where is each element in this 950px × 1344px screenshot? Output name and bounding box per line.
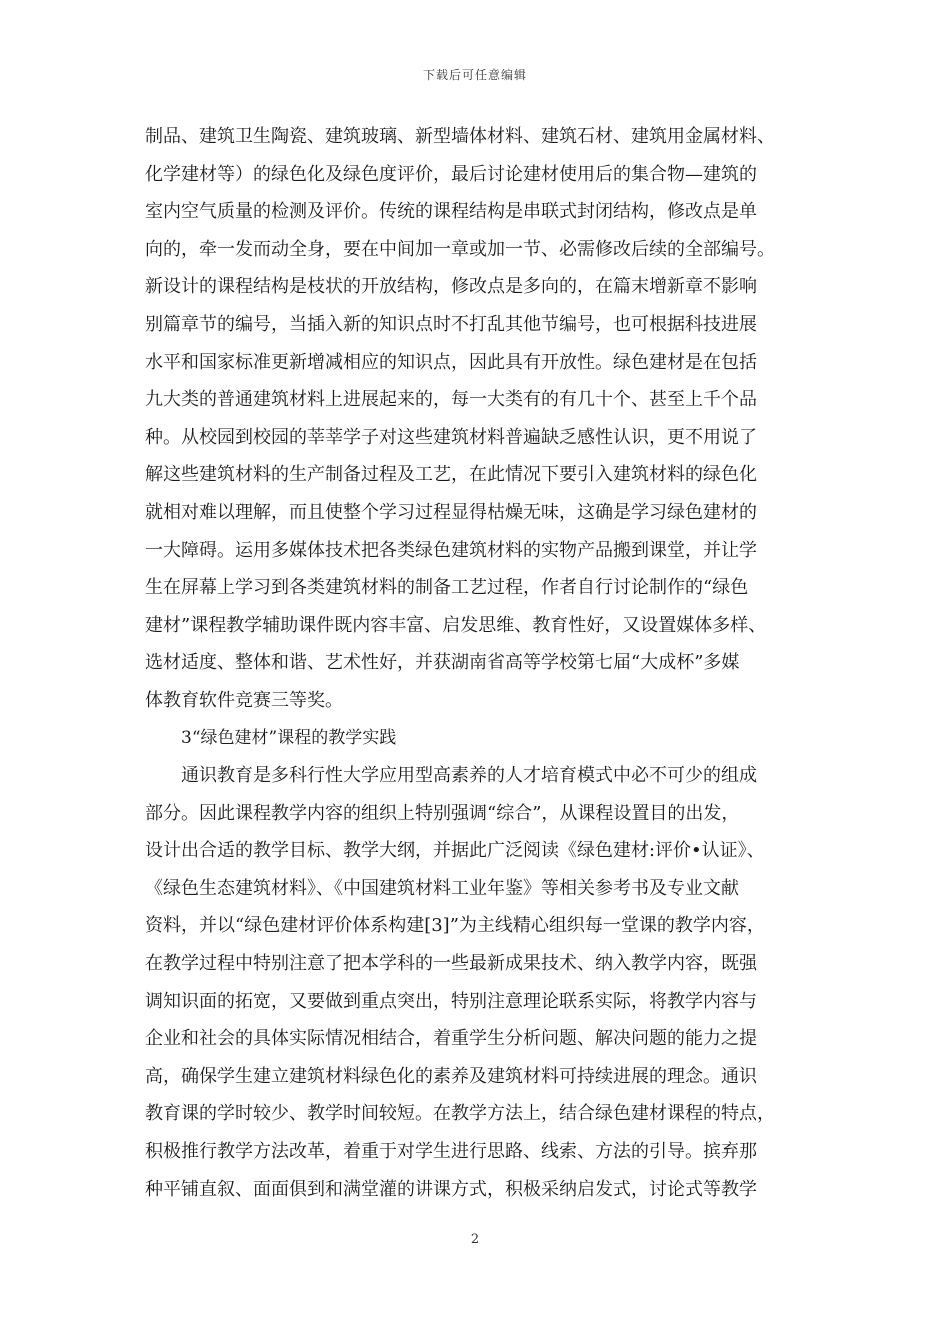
section-heading: 3“绿色建材”课程的教学实践 xyxy=(181,727,397,748)
text-line: 高，确保学生建立建筑材料绿色化的素养及建筑材料可持续进展的理念。通识 xyxy=(145,1065,757,1087)
page-number: 2 xyxy=(470,1232,480,1247)
text-line: 九大类的普通建筑材料上进展起来的，每一大类有的有几十个、甚至上千个品 xyxy=(145,389,757,411)
text-line: 一大障碍。运用多媒体技术把各类绿色建筑材料的实物产品搬到课堂，并让学 xyxy=(145,539,757,561)
text-line: 在教学过程中特别注意了把本学科的一些最新成果技术、纳入教学内容，既强 xyxy=(145,953,757,975)
text-line: 制品、建筑卫生陶瓷、建筑玻璃、新型墙体材料、建筑石材、建筑用金属材料、 xyxy=(145,126,775,147)
text-line: 别篇章节的编号，当插入新的知识点时不打乱其他节编号，也可根据科技进展 xyxy=(145,313,757,335)
text-line: 体教育软件竞赛三等奖。 xyxy=(145,689,343,711)
text-line: 企业和社会的具体实际情况相结合，着重学生分析问题、解决问题的能力之提 xyxy=(145,1028,757,1050)
text-line: 生在屏幕上学习到各类建筑材料的制备工艺过程，作者自行讨论制作的“绿色 xyxy=(145,577,749,599)
text-line: 解这些建筑材料的生产制备过程及工艺，在此情况下要引入建筑材料的绿色化 xyxy=(145,464,757,486)
text-line: 新设计的课程结构是枝状的开放结构，修改点是多向的，在篇末增新章不影响 xyxy=(145,276,757,298)
text-line: 积极推行教学方法改革，着重于对学生进行思路、线索、方法的引导。摈弃那 xyxy=(145,1141,757,1163)
text-line: 水平和国家标准更新增减相应的知识点，因此具有开放性。绿色建材是在包括 xyxy=(145,351,757,373)
text-line: 室内空气质量的检测及评价。传统的课程结构是串联式封闭结构，修改点是单 xyxy=(145,201,757,223)
page-header: 下载后可任意编辑 xyxy=(422,68,527,82)
text-line: 教育课的学时较少、教学时间较短。在教学方法上，结合绿色建材课程的特点， xyxy=(145,1103,775,1125)
text-line: 调知识面的拓宽，又要做到重点突出，特别注意理论联系实际，将教学内容与 xyxy=(145,990,757,1012)
text-line: 《绿色生态建筑材料》、《中国建筑材料工业年鉴》等相关参考书及专业文献 xyxy=(145,877,739,899)
document-body xyxy=(145,118,810,1208)
text-line: 就相对难以理解，而且使整个学习过程显得枯燥无味，这确是学习绿色建材的 xyxy=(145,501,757,523)
text-line: 资料，并以“绿色建材评价体系构建[3]”为主线精心组织每一堂课的教学内容， xyxy=(145,915,765,937)
text-line: 选材适度、整体和谐、艺术性好，并获湖南省高等学校第七届“大成杯”多媒 xyxy=(145,652,740,674)
text-line: 种平铺直叙、面面俱到和满堂灌的讲课方式，积极采纳启发式，讨论式等教学 xyxy=(145,1178,757,1200)
text-line: 种。从校园到校园的莘莘学子对这些建筑材料普遍缺乏感性认识，更不用说了 xyxy=(145,426,757,448)
text-line: 建材”课程教学辅助课件既内容丰富、启发思维、教育性好，又设置媒体多样、 xyxy=(145,614,767,636)
text-line: 向的，牵一发而动全身，要在中间加一章或加一节、必需修改后续的全部编号。 xyxy=(145,238,775,260)
text-line: 设计出合适的教学目标、教学大纲，并据此广泛阅读《绿色建材:评价•认证》、 xyxy=(145,840,765,862)
text-line: 部分。因此课程教学内容的组织上特别强调“综合”，从课程设置目的出发， xyxy=(145,802,740,824)
text-line: 通识教育是多科行性大学应用型高素养的人才培育模式中必不可少的组成 xyxy=(181,765,757,787)
text-line: 化学建材等）的绿色化及绿色度评价，最后讨论建材使用后的集合物—建筑的 xyxy=(145,163,757,185)
